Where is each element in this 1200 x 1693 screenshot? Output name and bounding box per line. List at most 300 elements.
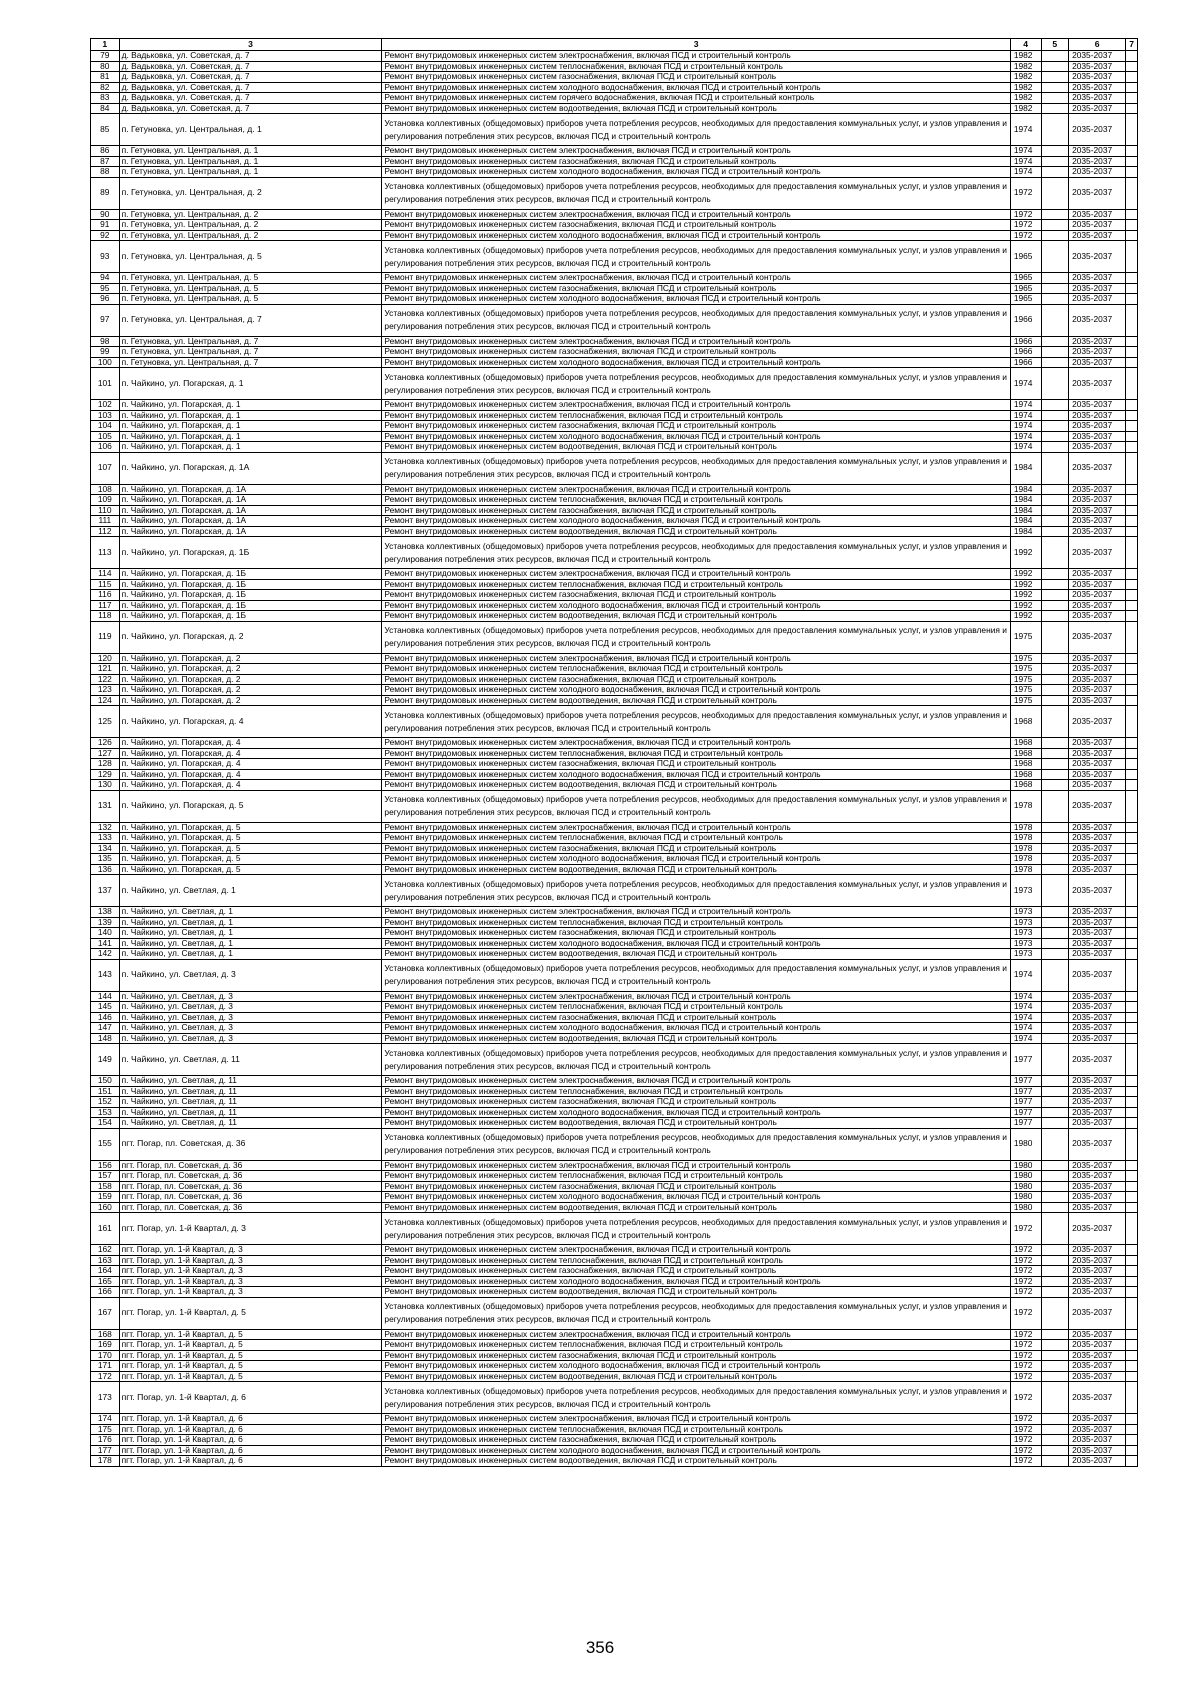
- work-description-cell: Установка коллективных (общедомовых) приборов учета потребления ресурсов, необходимых для предоставления коммунальных услуг, и узлов управления и регулирования потребления этих ресурсов, включая ПСД и строительный контроль: [382, 537, 1010, 569]
- empty-col7-cell: [1126, 516, 1138, 527]
- row-number-cell: 159: [91, 1192, 120, 1203]
- row-number-cell: 145: [91, 1002, 120, 1013]
- empty-col7-cell: [1126, 357, 1138, 368]
- row-number-cell: 100: [91, 357, 120, 368]
- table-row: [91, 991, 1138, 1002]
- year-cell: 1972: [1010, 1213, 1041, 1245]
- empty-col7-cell: [1126, 1160, 1138, 1171]
- table-row: [91, 1276, 1138, 1287]
- address-cell: п. Чайкино, ул. Погарская, д. 4: [119, 738, 382, 749]
- year-cell: 1965: [1010, 273, 1041, 284]
- work-description-cell: Ремонт внутридомовых инженерных систем электроснабжения, включая ПСД и строительный контроль: [382, 738, 1010, 749]
- empty-col7-cell: [1126, 230, 1138, 241]
- empty-col5-cell: [1041, 1097, 1069, 1108]
- address-cell: п. Чайкино, ул. Погарская, д. 1Б: [119, 600, 382, 611]
- address-cell: п. Гетуновка, ул. Центральная, д. 7: [119, 304, 382, 336]
- work-description-cell: Установка коллективных (общедомовых) приборов учета потребления ресурсов, необходимых для предоставления коммунальных услуг, и узлов управления и регулирования потребления этих ресурсов, включая ПСД и строительный контроль: [382, 368, 1010, 400]
- work-description-cell: Ремонт внутридомовых инженерных систем водоотведения, включая ПСД и строительный контроль: [382, 949, 1010, 960]
- address-cell: пгт. Погар, ул. 1-й Квартал, д. 3: [119, 1276, 382, 1287]
- table-row: [91, 1340, 1138, 1351]
- work-description-cell: Ремонт внутридомовых инженерных систем газоснабжения, включая ПСД и строительный контроль: [382, 1435, 1010, 1446]
- period-cell: 2035-2037: [1069, 1435, 1126, 1446]
- year-cell: 1992: [1010, 590, 1041, 601]
- empty-col5-cell: [1041, 1350, 1069, 1361]
- work-description-cell: Ремонт внутридомовых инженерных систем электроснабжения, включая ПСД и строительный контроль: [382, 1414, 1010, 1425]
- table-row: [91, 1097, 1138, 1108]
- address-cell: п. Чайкино, ул. Погарская, д. 1А: [119, 495, 382, 506]
- period-cell: 2035-2037: [1069, 1023, 1126, 1034]
- address-cell: пгт. Погар, ул. 1-й Квартал, д. 3: [119, 1255, 382, 1266]
- period-cell: 2035-2037: [1069, 590, 1126, 601]
- empty-col5-cell: [1041, 738, 1069, 749]
- row-number-cell: 111: [91, 516, 120, 527]
- empty-col7-cell: [1126, 61, 1138, 72]
- year-cell: 1973: [1010, 917, 1041, 928]
- work-description-cell: Ремонт внутридомовых инженерных систем газоснабжения, включая ПСД и строительный контроль: [382, 220, 1010, 231]
- address-cell: п. Чайкино, ул. Погарская, д. 2: [119, 695, 382, 706]
- address-cell: пгт. Погар, ул. 1-й Квартал, д. 3: [119, 1213, 382, 1245]
- empty-col7-cell: [1126, 209, 1138, 220]
- row-number-cell: 152: [91, 1097, 120, 1108]
- empty-col5-cell: [1041, 653, 1069, 664]
- year-cell: 1982: [1010, 93, 1041, 104]
- empty-col7-cell: [1126, 1276, 1138, 1287]
- row-number-cell: 163: [91, 1255, 120, 1266]
- period-cell: 2035-2037: [1069, 230, 1126, 241]
- year-cell: 1972: [1010, 1245, 1041, 1256]
- empty-col7-cell: [1126, 780, 1138, 791]
- address-cell: п. Гетуновка, ул. Центральная, д. 2: [119, 177, 382, 209]
- row-number-cell: 130: [91, 780, 120, 791]
- period-cell: 2035-2037: [1069, 695, 1126, 706]
- year-cell: 1975: [1010, 621, 1041, 653]
- row-number-cell: 112: [91, 526, 120, 537]
- period-cell: 2035-2037: [1069, 1255, 1126, 1266]
- year-cell: 1978: [1010, 822, 1041, 833]
- table-row: [91, 220, 1138, 231]
- page-number: 356: [585, 1638, 615, 1657]
- table-row: [91, 241, 1138, 273]
- table-row: [91, 1245, 1138, 1256]
- empty-col7-cell: [1126, 600, 1138, 611]
- empty-col7-cell: [1126, 304, 1138, 336]
- empty-col7-cell: [1126, 1171, 1138, 1182]
- period-cell: 2035-2037: [1069, 526, 1126, 537]
- row-number-cell: 165: [91, 1276, 120, 1287]
- period-cell: 2035-2037: [1069, 146, 1126, 157]
- period-cell: 2035-2037: [1069, 1171, 1126, 1182]
- empty-col7-cell: [1126, 1012, 1138, 1023]
- table-row: [91, 442, 1138, 453]
- empty-col5-cell: [1041, 1435, 1069, 1446]
- table-row: [91, 1435, 1138, 1446]
- empty-col5-cell: [1041, 1033, 1069, 1044]
- empty-col7-cell: [1126, 241, 1138, 273]
- empty-col5-cell: [1041, 938, 1069, 949]
- period-cell: 2035-2037: [1069, 917, 1126, 928]
- period-cell: 2035-2037: [1069, 177, 1126, 209]
- table-row: [91, 230, 1138, 241]
- work-description-cell: Ремонт внутридомовых инженерных систем водоотведения, включая ПСД и строительный контроль: [382, 526, 1010, 537]
- work-description-cell: Ремонт внутридомовых инженерных систем холодного водоснабжения, включая ПСД и строительный контроль: [382, 854, 1010, 865]
- year-cell: 1965: [1010, 283, 1041, 294]
- work-description-cell: Ремонт внутридомовых инженерных систем водоотведения, включая ПСД и строительный контроль: [382, 1202, 1010, 1213]
- empty-col7-cell: [1126, 769, 1138, 780]
- work-description-cell: Ремонт внутридомовых инженерных систем холодного водоснабжения, включая ПСД и строительный контроль: [382, 357, 1010, 368]
- empty-col5-cell: [1041, 526, 1069, 537]
- address-cell: п. Гетуновка, ул. Центральная, д. 5: [119, 283, 382, 294]
- empty-col5-cell: [1041, 1160, 1069, 1171]
- address-cell: п. Чайкино, ул. Светлая, д. 11: [119, 1086, 382, 1097]
- empty-col5-cell: [1041, 1012, 1069, 1023]
- address-cell: п. Гетуновка, ул. Центральная, д. 5: [119, 294, 382, 305]
- work-description-cell: Ремонт внутридомовых инженерных систем холодного водоснабжения, включая ПСД и строительный контроль: [382, 167, 1010, 178]
- address-cell: п. Чайкино, ул. Погарская, д. 1Б: [119, 611, 382, 622]
- period-cell: 2035-2037: [1069, 822, 1126, 833]
- work-description-cell: Установка коллективных (общедомовых) приборов учета потребления ресурсов, необходимых для предоставления коммунальных услуг, и узлов управления и регулирования потребления этих ресурсов, включая ПСД и строительный контроль: [382, 452, 1010, 484]
- row-number-cell: 88: [91, 167, 120, 178]
- year-cell: 1978: [1010, 854, 1041, 865]
- header-row: [91, 39, 1138, 51]
- empty-col5-cell: [1041, 674, 1069, 685]
- work-description-cell: Ремонт внутридомовых инженерных систем электроснабжения, включая ПСД и строительный контроль: [382, 1160, 1010, 1171]
- year-cell: 1973: [1010, 928, 1041, 939]
- period-cell: 2035-2037: [1069, 1076, 1126, 1087]
- period-cell: 2035-2037: [1069, 336, 1126, 347]
- empty-col5-cell: [1041, 1213, 1069, 1245]
- row-number-cell: 114: [91, 569, 120, 580]
- empty-col7-cell: [1126, 1097, 1138, 1108]
- table-row: [91, 347, 1138, 358]
- year-cell: 1982: [1010, 72, 1041, 83]
- address-cell: д. Вадьковка, ул. Советская, д. 7: [119, 51, 382, 62]
- year-cell: 1992: [1010, 569, 1041, 580]
- table-row: [91, 1181, 1138, 1192]
- row-number-cell: 173: [91, 1382, 120, 1414]
- row-number-cell: 120: [91, 653, 120, 664]
- period-cell: 2035-2037: [1069, 833, 1126, 844]
- table-row: [91, 590, 1138, 601]
- period-cell: 2035-2037: [1069, 1192, 1126, 1203]
- period-cell: 2035-2037: [1069, 452, 1126, 484]
- empty-col7-cell: [1126, 949, 1138, 960]
- address-cell: п. Чайкино, ул. Погарская, д. 4: [119, 769, 382, 780]
- empty-col5-cell: [1041, 1414, 1069, 1425]
- work-description-cell: Ремонт внутридомовых инженерных систем холодного водоснабжения, включая ПСД и строительный контроль: [382, 1361, 1010, 1372]
- row-number-cell: 143: [91, 959, 120, 991]
- address-cell: пгт. Погар, ул. 1-й Квартал, д. 6: [119, 1445, 382, 1456]
- table-row: [91, 516, 1138, 527]
- address-cell: д. Вадьковка, ул. Советская, д. 7: [119, 72, 382, 83]
- row-number-cell: 134: [91, 843, 120, 854]
- empty-col5-cell: [1041, 1181, 1069, 1192]
- year-cell: 1972: [1010, 1445, 1041, 1456]
- work-description-cell: Ремонт внутридомовых инженерных систем электроснабжения, включая ПСД и строительный контроль: [382, 1076, 1010, 1087]
- row-number-cell: 113: [91, 537, 120, 569]
- empty-col7-cell: [1126, 431, 1138, 442]
- year-cell: 1972: [1010, 1255, 1041, 1266]
- year-cell: 1972: [1010, 1266, 1041, 1277]
- row-number-cell: 107: [91, 452, 120, 484]
- year-cell: 1974: [1010, 1002, 1041, 1013]
- table-row: [91, 273, 1138, 284]
- year-cell: 1977: [1010, 1044, 1041, 1076]
- address-cell: п. Чайкино, ул. Погарская, д. 1А: [119, 526, 382, 537]
- empty-col7-cell: [1126, 833, 1138, 844]
- row-number-cell: 106: [91, 442, 120, 453]
- period-cell: 2035-2037: [1069, 357, 1126, 368]
- period-cell: 2035-2037: [1069, 220, 1126, 231]
- empty-col5-cell: [1041, 917, 1069, 928]
- year-cell: 1974: [1010, 959, 1041, 991]
- table-row: [91, 1213, 1138, 1245]
- row-number-cell: 86: [91, 146, 120, 157]
- table-row: [91, 1033, 1138, 1044]
- row-number-cell: 80: [91, 61, 120, 72]
- table-row: [91, 1255, 1138, 1266]
- address-cell: п. Чайкино, ул. Погарская, д. 1А: [119, 516, 382, 527]
- period-cell: 2035-2037: [1069, 1202, 1126, 1213]
- empty-col5-cell: [1041, 1245, 1069, 1256]
- period-cell: 2035-2037: [1069, 410, 1126, 421]
- row-number-cell: 79: [91, 51, 120, 62]
- table-row: [91, 495, 1138, 506]
- empty-col5-cell: [1041, 177, 1069, 209]
- period-cell: 2035-2037: [1069, 907, 1126, 918]
- row-number-cell: 118: [91, 611, 120, 622]
- empty-col5-cell: [1041, 748, 1069, 759]
- address-cell: п. Чайкино, ул. Погарская, д. 2: [119, 653, 382, 664]
- row-number-cell: 90: [91, 209, 120, 220]
- year-cell: 1972: [1010, 1424, 1041, 1435]
- table-row: [91, 1456, 1138, 1467]
- period-cell: 2035-2037: [1069, 1097, 1126, 1108]
- row-number-cell: 131: [91, 790, 120, 822]
- period-cell: 2035-2037: [1069, 685, 1126, 696]
- row-number-cell: 123: [91, 685, 120, 696]
- empty-col7-cell: [1126, 1350, 1138, 1361]
- year-cell: 1978: [1010, 864, 1041, 875]
- empty-col7-cell: [1126, 959, 1138, 991]
- period-cell: 2035-2037: [1069, 748, 1126, 759]
- empty-col5-cell: [1041, 664, 1069, 675]
- empty-col7-cell: [1126, 1361, 1138, 1372]
- work-description-cell: Ремонт внутридомовых инженерных систем холодного водоснабжения, включая ПСД и строительный контроль: [382, 294, 1010, 305]
- work-description-cell: Ремонт внутридомовых инженерных систем газоснабжения, включая ПСД и строительный контроль: [382, 674, 1010, 685]
- work-description-cell: Ремонт внутридомовых инженерных систем газоснабжения, включая ПСД и строительный контроль: [382, 759, 1010, 770]
- table-row: [91, 674, 1138, 685]
- period-cell: 2035-2037: [1069, 1287, 1126, 1298]
- year-cell: 1972: [1010, 1276, 1041, 1287]
- table-row: [91, 1012, 1138, 1023]
- row-number-cell: 94: [91, 273, 120, 284]
- empty-col5-cell: [1041, 1255, 1069, 1266]
- empty-col7-cell: [1126, 400, 1138, 411]
- year-cell: 1974: [1010, 167, 1041, 178]
- empty-col5-cell: [1041, 72, 1069, 83]
- row-number-cell: 158: [91, 1181, 120, 1192]
- row-number-cell: 150: [91, 1076, 120, 1087]
- empty-col7-cell: [1126, 738, 1138, 749]
- table-row: [91, 1023, 1138, 1034]
- work-description-cell: Ремонт внутридомовых инженерных систем водоотведения, включая ПСД и строительный контроль: [382, 1456, 1010, 1467]
- work-description-cell: Ремонт внутридомовых инженерных систем газоснабжения, включая ПСД и строительный контроль: [382, 1012, 1010, 1023]
- empty-col7-cell: [1126, 590, 1138, 601]
- row-number-cell: 174: [91, 1414, 120, 1425]
- empty-col7-cell: [1126, 495, 1138, 506]
- empty-col7-cell: [1126, 1255, 1138, 1266]
- row-number-cell: 95: [91, 283, 120, 294]
- period-cell: 2035-2037: [1069, 1086, 1126, 1097]
- row-number-cell: 110: [91, 505, 120, 516]
- work-description-cell: Установка коллективных (общедомовых) приборов учета потребления ресурсов, необходимых для предоставления коммунальных услуг, и узлов управления и регулирования потребления этих ресурсов, включая ПСД и строительный контроль: [382, 177, 1010, 209]
- address-cell: пгт. Погар, ул. 1-й Квартал, д. 5: [119, 1371, 382, 1382]
- empty-col7-cell: [1126, 611, 1138, 622]
- year-cell: 1982: [1010, 82, 1041, 93]
- empty-col7-cell: [1126, 790, 1138, 822]
- table-row: [91, 1002, 1138, 1013]
- year-cell: 1975: [1010, 685, 1041, 696]
- year-cell: 1974: [1010, 431, 1041, 442]
- period-cell: 2035-2037: [1069, 1445, 1126, 1456]
- table-row: [91, 1382, 1138, 1414]
- row-number-cell: 154: [91, 1118, 120, 1129]
- year-cell: 1972: [1010, 1382, 1041, 1414]
- table-row: [91, 917, 1138, 928]
- table-row: [91, 1160, 1138, 1171]
- period-cell: 2035-2037: [1069, 1350, 1126, 1361]
- row-number-cell: 125: [91, 706, 120, 738]
- table-row: [91, 452, 1138, 484]
- year-cell: 1972: [1010, 1350, 1041, 1361]
- row-number-cell: 116: [91, 590, 120, 601]
- table-row: [91, 621, 1138, 653]
- address-cell: п. Чайкино, ул. Погарская, д. 5: [119, 822, 382, 833]
- year-cell: 1980: [1010, 1181, 1041, 1192]
- year-cell: 1968: [1010, 738, 1041, 749]
- work-description-cell: Ремонт внутридомовых инженерных систем теплоснабжения, включая ПСД и строительный контроль: [382, 495, 1010, 506]
- work-description-cell: Ремонт внутридомовых инженерных систем холодного водоснабжения, включая ПСД и строительный контроль: [382, 938, 1010, 949]
- empty-col5-cell: [1041, 790, 1069, 822]
- year-cell: 1972: [1010, 1414, 1041, 1425]
- row-number-cell: 109: [91, 495, 120, 506]
- empty-col5-cell: [1041, 1371, 1069, 1382]
- empty-col5-cell: [1041, 347, 1069, 358]
- address-cell: п. Чайкино, ул. Светлая, д. 1: [119, 907, 382, 918]
- address-cell: п. Чайкино, ул. Светлая, д. 1: [119, 917, 382, 928]
- table-row: [91, 822, 1138, 833]
- year-cell: 1984: [1010, 452, 1041, 484]
- year-cell: 1966: [1010, 357, 1041, 368]
- address-cell: пгт. Погар, ул. 1-й Квартал, д. 5: [119, 1350, 382, 1361]
- empty-col7-cell: [1126, 156, 1138, 167]
- address-cell: п. Чайкино, ул. Светлая, д. 3: [119, 1002, 382, 1013]
- empty-col5-cell: [1041, 1297, 1069, 1329]
- address-cell: п. Гетуновка, ул. Центральная, д. 2: [119, 209, 382, 220]
- table-row: [91, 769, 1138, 780]
- address-cell: п. Чайкино, ул. Светлая, д. 3: [119, 1023, 382, 1034]
- address-cell: пгт. Погар, ул. 1-й Квартал, д. 6: [119, 1414, 382, 1425]
- empty-col5-cell: [1041, 220, 1069, 231]
- row-number-cell: 92: [91, 230, 120, 241]
- address-cell: п. Гетуновка, ул. Центральная, д. 1: [119, 146, 382, 157]
- empty-col5-cell: [1041, 230, 1069, 241]
- empty-col7-cell: [1126, 1445, 1138, 1456]
- row-number-cell: 117: [91, 600, 120, 611]
- year-cell: 1968: [1010, 769, 1041, 780]
- empty-col5-cell: [1041, 1340, 1069, 1351]
- empty-col7-cell: [1126, 452, 1138, 484]
- row-number-cell: 84: [91, 103, 120, 114]
- period-cell: 2035-2037: [1069, 1245, 1126, 1256]
- table-row: [91, 1107, 1138, 1118]
- empty-col5-cell: [1041, 209, 1069, 220]
- work-description-cell: Ремонт внутридомовых инженерных систем электроснабжения, включая ПСД и строительный контроль: [382, 991, 1010, 1002]
- table-row: [91, 1287, 1138, 1298]
- period-cell: 2035-2037: [1069, 1297, 1126, 1329]
- address-cell: п. Чайкино, ул. Светлая, д. 1: [119, 938, 382, 949]
- period-cell: 2035-2037: [1069, 51, 1126, 62]
- empty-col7-cell: [1126, 579, 1138, 590]
- empty-col5-cell: [1041, 1192, 1069, 1203]
- address-cell: п. Гетуновка, ул. Центральная, д. 7: [119, 336, 382, 347]
- table-row: [91, 875, 1138, 907]
- empty-col5-cell: [1041, 1086, 1069, 1097]
- empty-col7-cell: [1126, 875, 1138, 907]
- period-cell: 2035-2037: [1069, 241, 1126, 273]
- empty-col7-cell: [1126, 294, 1138, 305]
- address-cell: п. Чайкино, ул. Погарская, д. 1: [119, 421, 382, 432]
- address-cell: п. Чайкино, ул. Светлая, д. 11: [119, 1107, 382, 1118]
- period-cell: 2035-2037: [1069, 103, 1126, 114]
- year-cell: 1978: [1010, 843, 1041, 854]
- empty-col5-cell: [1041, 431, 1069, 442]
- address-cell: п. Чайкино, ул. Погарская, д. 1А: [119, 452, 382, 484]
- work-description-cell: Установка коллективных (общедомовых) приборов учета потребления ресурсов, необходимых для предоставления коммунальных услуг, и узлов управления и регулирования потребления этих ресурсов, включая ПСД и строительный контроль: [382, 1213, 1010, 1245]
- address-cell: пгт. Погар, ул. 1-й Квартал, д. 5: [119, 1329, 382, 1340]
- work-description-cell: Ремонт внутридомовых инженерных систем газоснабжения, включая ПСД и строительный контроль: [382, 505, 1010, 516]
- year-cell: 1982: [1010, 61, 1041, 72]
- year-cell: 1974: [1010, 1023, 1041, 1034]
- period-cell: 2035-2037: [1069, 769, 1126, 780]
- work-description-cell: Ремонт внутридомовых инженерных систем водоотведения, включая ПСД и строительный контроль: [382, 1371, 1010, 1382]
- work-description-cell: Ремонт внутридомовых инженерных систем холодного водоснабжения, включая ПСД и строительный контроль: [382, 1445, 1010, 1456]
- row-number-cell: 97: [91, 304, 120, 336]
- header-cell-col7: 7: [1126, 39, 1138, 51]
- period-cell: 2035-2037: [1069, 93, 1126, 104]
- empty-col5-cell: [1041, 1361, 1069, 1372]
- address-cell: пгт. Погар, пл. Советская, д. 36: [119, 1202, 382, 1213]
- row-number-cell: 128: [91, 759, 120, 770]
- period-cell: 2035-2037: [1069, 569, 1126, 580]
- work-description-cell: Ремонт внутридомовых инженерных систем теплоснабжения, включая ПСД и строительный контроль: [382, 1002, 1010, 1013]
- address-cell: п. Гетуновка, ул. Центральная, д. 5: [119, 241, 382, 273]
- table-row: [91, 843, 1138, 854]
- table-row: [91, 611, 1138, 622]
- empty-col7-cell: [1126, 1424, 1138, 1435]
- year-cell: 1972: [1010, 1435, 1041, 1446]
- period-cell: 2035-2037: [1069, 1276, 1126, 1287]
- address-cell: д. Вадьковка, ул. Советская, д. 7: [119, 61, 382, 72]
- table-row: [91, 72, 1138, 83]
- work-description-cell: Ремонт внутридомовых инженерных систем электроснабжения, включая ПСД и строительный контроль: [382, 1245, 1010, 1256]
- year-cell: 1975: [1010, 695, 1041, 706]
- row-number-cell: 169: [91, 1340, 120, 1351]
- year-cell: 1972: [1010, 1361, 1041, 1372]
- address-cell: п. Чайкино, ул. Погарская, д. 1: [119, 410, 382, 421]
- works-table: [90, 38, 1138, 1467]
- table-row: [91, 93, 1138, 104]
